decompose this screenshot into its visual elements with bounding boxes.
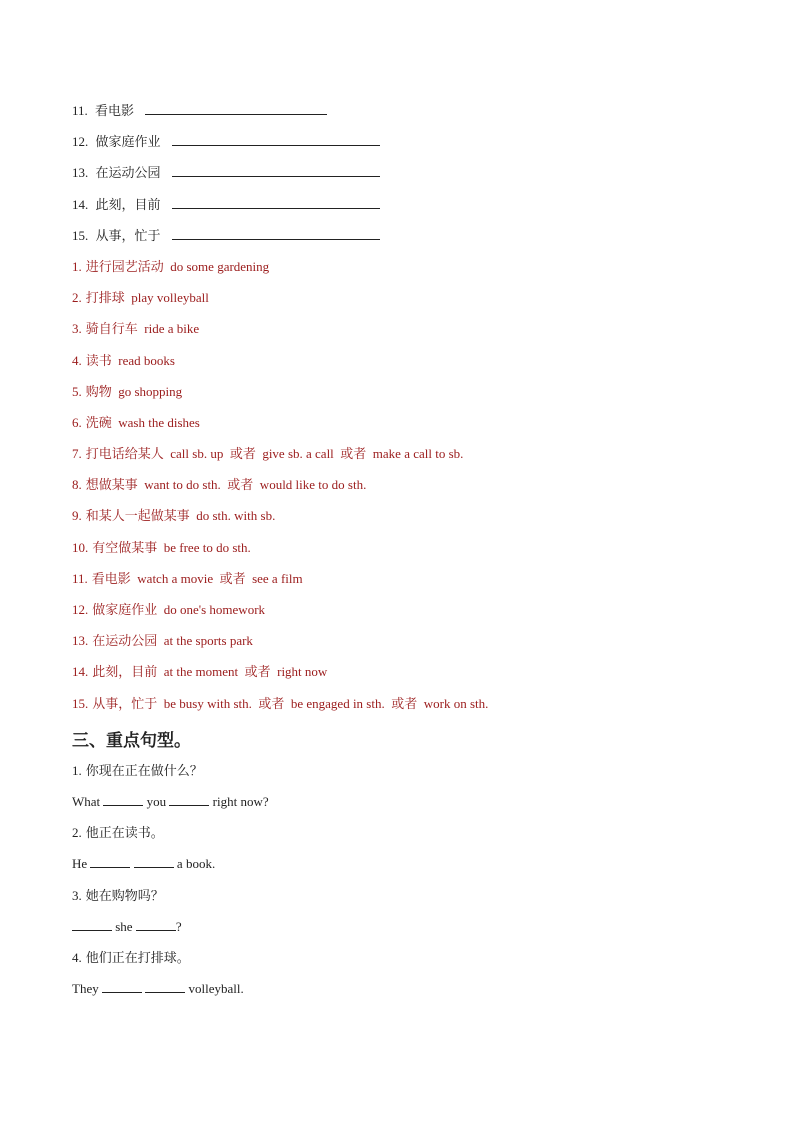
item-number: 10. bbox=[72, 539, 89, 555]
item-number: 4. bbox=[72, 949, 82, 965]
fill-blank[interactable] bbox=[102, 980, 142, 993]
fill-blank[interactable] bbox=[90, 855, 130, 868]
item-number: 12. bbox=[72, 602, 89, 617]
chinese-sentence: 他正在读书。 bbox=[85, 825, 164, 841]
vocab-blank-item bbox=[72, 162, 732, 193]
answer-text: 洗碗 wash the dishes bbox=[85, 414, 200, 430]
answer-text: 看电影 watch a movie 或者 see a film bbox=[91, 570, 303, 586]
item-number: 11. bbox=[72, 103, 88, 118]
item-number: 2. bbox=[72, 290, 82, 306]
chinese-term: 从事，忙于 bbox=[95, 227, 161, 243]
item-number: 5. bbox=[72, 383, 82, 399]
item-number: 11. bbox=[72, 570, 88, 586]
answer-key-item bbox=[72, 599, 732, 630]
answer-key-item bbox=[72, 287, 732, 318]
item-number: 9. bbox=[72, 508, 82, 524]
chinese-term: 看电影 bbox=[95, 103, 135, 118]
chinese-sentence: 你现在正在做什么？ bbox=[85, 762, 203, 778]
worksheet-page bbox=[72, 100, 732, 1009]
vocab-blank-item bbox=[72, 131, 732, 162]
sentence-fill bbox=[72, 978, 732, 1009]
sentence-prompt bbox=[72, 947, 732, 978]
sentence-word: she bbox=[115, 918, 133, 934]
fill-blank[interactable] bbox=[103, 793, 143, 806]
answer-key-item bbox=[72, 381, 732, 412]
sentence-word: you bbox=[146, 793, 167, 809]
item-number: 4. bbox=[72, 352, 82, 368]
vocab-blank-item bbox=[72, 194, 732, 225]
item-number: 15. bbox=[72, 227, 89, 243]
item-number: 13. bbox=[72, 633, 89, 649]
item-number: 12. bbox=[72, 134, 89, 150]
answer-text: 购物 go shopping bbox=[85, 383, 183, 399]
item-number: 2. bbox=[72, 825, 82, 841]
fill-blank[interactable] bbox=[145, 980, 185, 993]
section-heading: 三、重点句型。 bbox=[72, 730, 191, 751]
answer-key-item bbox=[72, 505, 732, 536]
answer-text: 做家庭作业 do one's homework bbox=[92, 602, 266, 617]
answer-key-item bbox=[72, 318, 732, 349]
fill-blank[interactable] bbox=[169, 793, 209, 806]
answer-key-item bbox=[72, 412, 732, 443]
item-number: 1. bbox=[72, 762, 82, 778]
answer-key-item bbox=[72, 350, 732, 381]
sentence-word: They bbox=[72, 981, 99, 997]
sentence-list bbox=[72, 760, 732, 1010]
sentence-word: He bbox=[72, 856, 88, 872]
answer-blank[interactable] bbox=[172, 194, 380, 209]
sentence-word: What bbox=[72, 793, 101, 809]
answer-key-item bbox=[72, 568, 732, 599]
answer-key-list bbox=[72, 256, 732, 724]
sentence-fill bbox=[72, 791, 732, 822]
vocab-blank-item bbox=[72, 225, 732, 256]
answer-text: 读书 read books bbox=[85, 352, 175, 368]
answer-text: 和某人一起做某事 do sth. with sb. bbox=[85, 508, 276, 524]
sentence-fill bbox=[72, 853, 732, 884]
item-number: 14. bbox=[72, 664, 89, 680]
answer-blank[interactable] bbox=[172, 162, 380, 177]
item-number: 13. bbox=[72, 165, 89, 181]
chinese-term: 做家庭作业 bbox=[95, 134, 161, 150]
item-number: 7. bbox=[72, 446, 82, 462]
sentence-word: ? bbox=[175, 918, 182, 934]
chinese-term: 在运动公园 bbox=[95, 165, 161, 181]
fill-blank[interactable] bbox=[72, 918, 112, 931]
vocab-blank-item bbox=[72, 100, 732, 131]
answer-text: 此刻，目前 at the moment 或者 right now bbox=[92, 664, 328, 680]
item-number: 1. bbox=[72, 258, 82, 274]
sentence-prompt bbox=[72, 822, 732, 853]
fill-blank[interactable] bbox=[134, 855, 174, 868]
sentence-word: a book. bbox=[176, 856, 216, 872]
sentence-prompt bbox=[72, 760, 732, 791]
item-number: 3. bbox=[72, 887, 82, 903]
item-number: 14. bbox=[72, 196, 89, 212]
sentence-prompt bbox=[72, 885, 732, 916]
answer-blank[interactable] bbox=[145, 100, 327, 115]
answer-text: 从事，忙于 be busy with sth. 或者 be engaged in sth. 或者 work on sth. bbox=[92, 695, 489, 711]
chinese-sentence: 她在购物吗？ bbox=[85, 887, 164, 903]
answer-key-item bbox=[72, 630, 732, 661]
answer-text: 打排球 play volleyball bbox=[85, 290, 209, 306]
vocab-blank-list bbox=[72, 100, 732, 256]
sentence-fill bbox=[72, 916, 732, 947]
answer-text: 有空做某事 be free to do sth. bbox=[92, 539, 251, 555]
answer-key-item bbox=[72, 661, 732, 692]
answer-text: 想做某事 want to do sth. 或者 would like to do sth. bbox=[85, 477, 367, 493]
item-number: 15. bbox=[72, 695, 89, 711]
answer-text: 骑自行车 ride a bike bbox=[85, 321, 200, 337]
answer-key-item bbox=[72, 474, 732, 505]
chinese-term: 此刻，目前 bbox=[95, 196, 161, 212]
sentence-word: right now? bbox=[212, 793, 269, 809]
item-number: 6. bbox=[72, 414, 82, 430]
item-number: 3. bbox=[72, 321, 82, 337]
answer-key-item bbox=[72, 537, 732, 568]
sentence-word: volleyball. bbox=[188, 981, 244, 997]
item-number: 8. bbox=[72, 477, 82, 493]
answer-key-item bbox=[72, 256, 732, 287]
answer-text: 进行园艺活动 do some gardening bbox=[85, 258, 270, 274]
answer-key-item bbox=[72, 693, 732, 724]
chinese-sentence: 他们正在打排球。 bbox=[85, 949, 190, 965]
answer-text: 在运动公园 at the sports park bbox=[92, 633, 253, 649]
answer-blank[interactable] bbox=[172, 225, 380, 240]
answer-text: 打电话给某人 call sb. up 或者 give sb. a call 或者 make a call to sb. bbox=[85, 446, 464, 462]
answer-blank[interactable] bbox=[172, 131, 380, 146]
fill-blank[interactable] bbox=[136, 918, 176, 931]
answer-key-item bbox=[72, 443, 732, 474]
